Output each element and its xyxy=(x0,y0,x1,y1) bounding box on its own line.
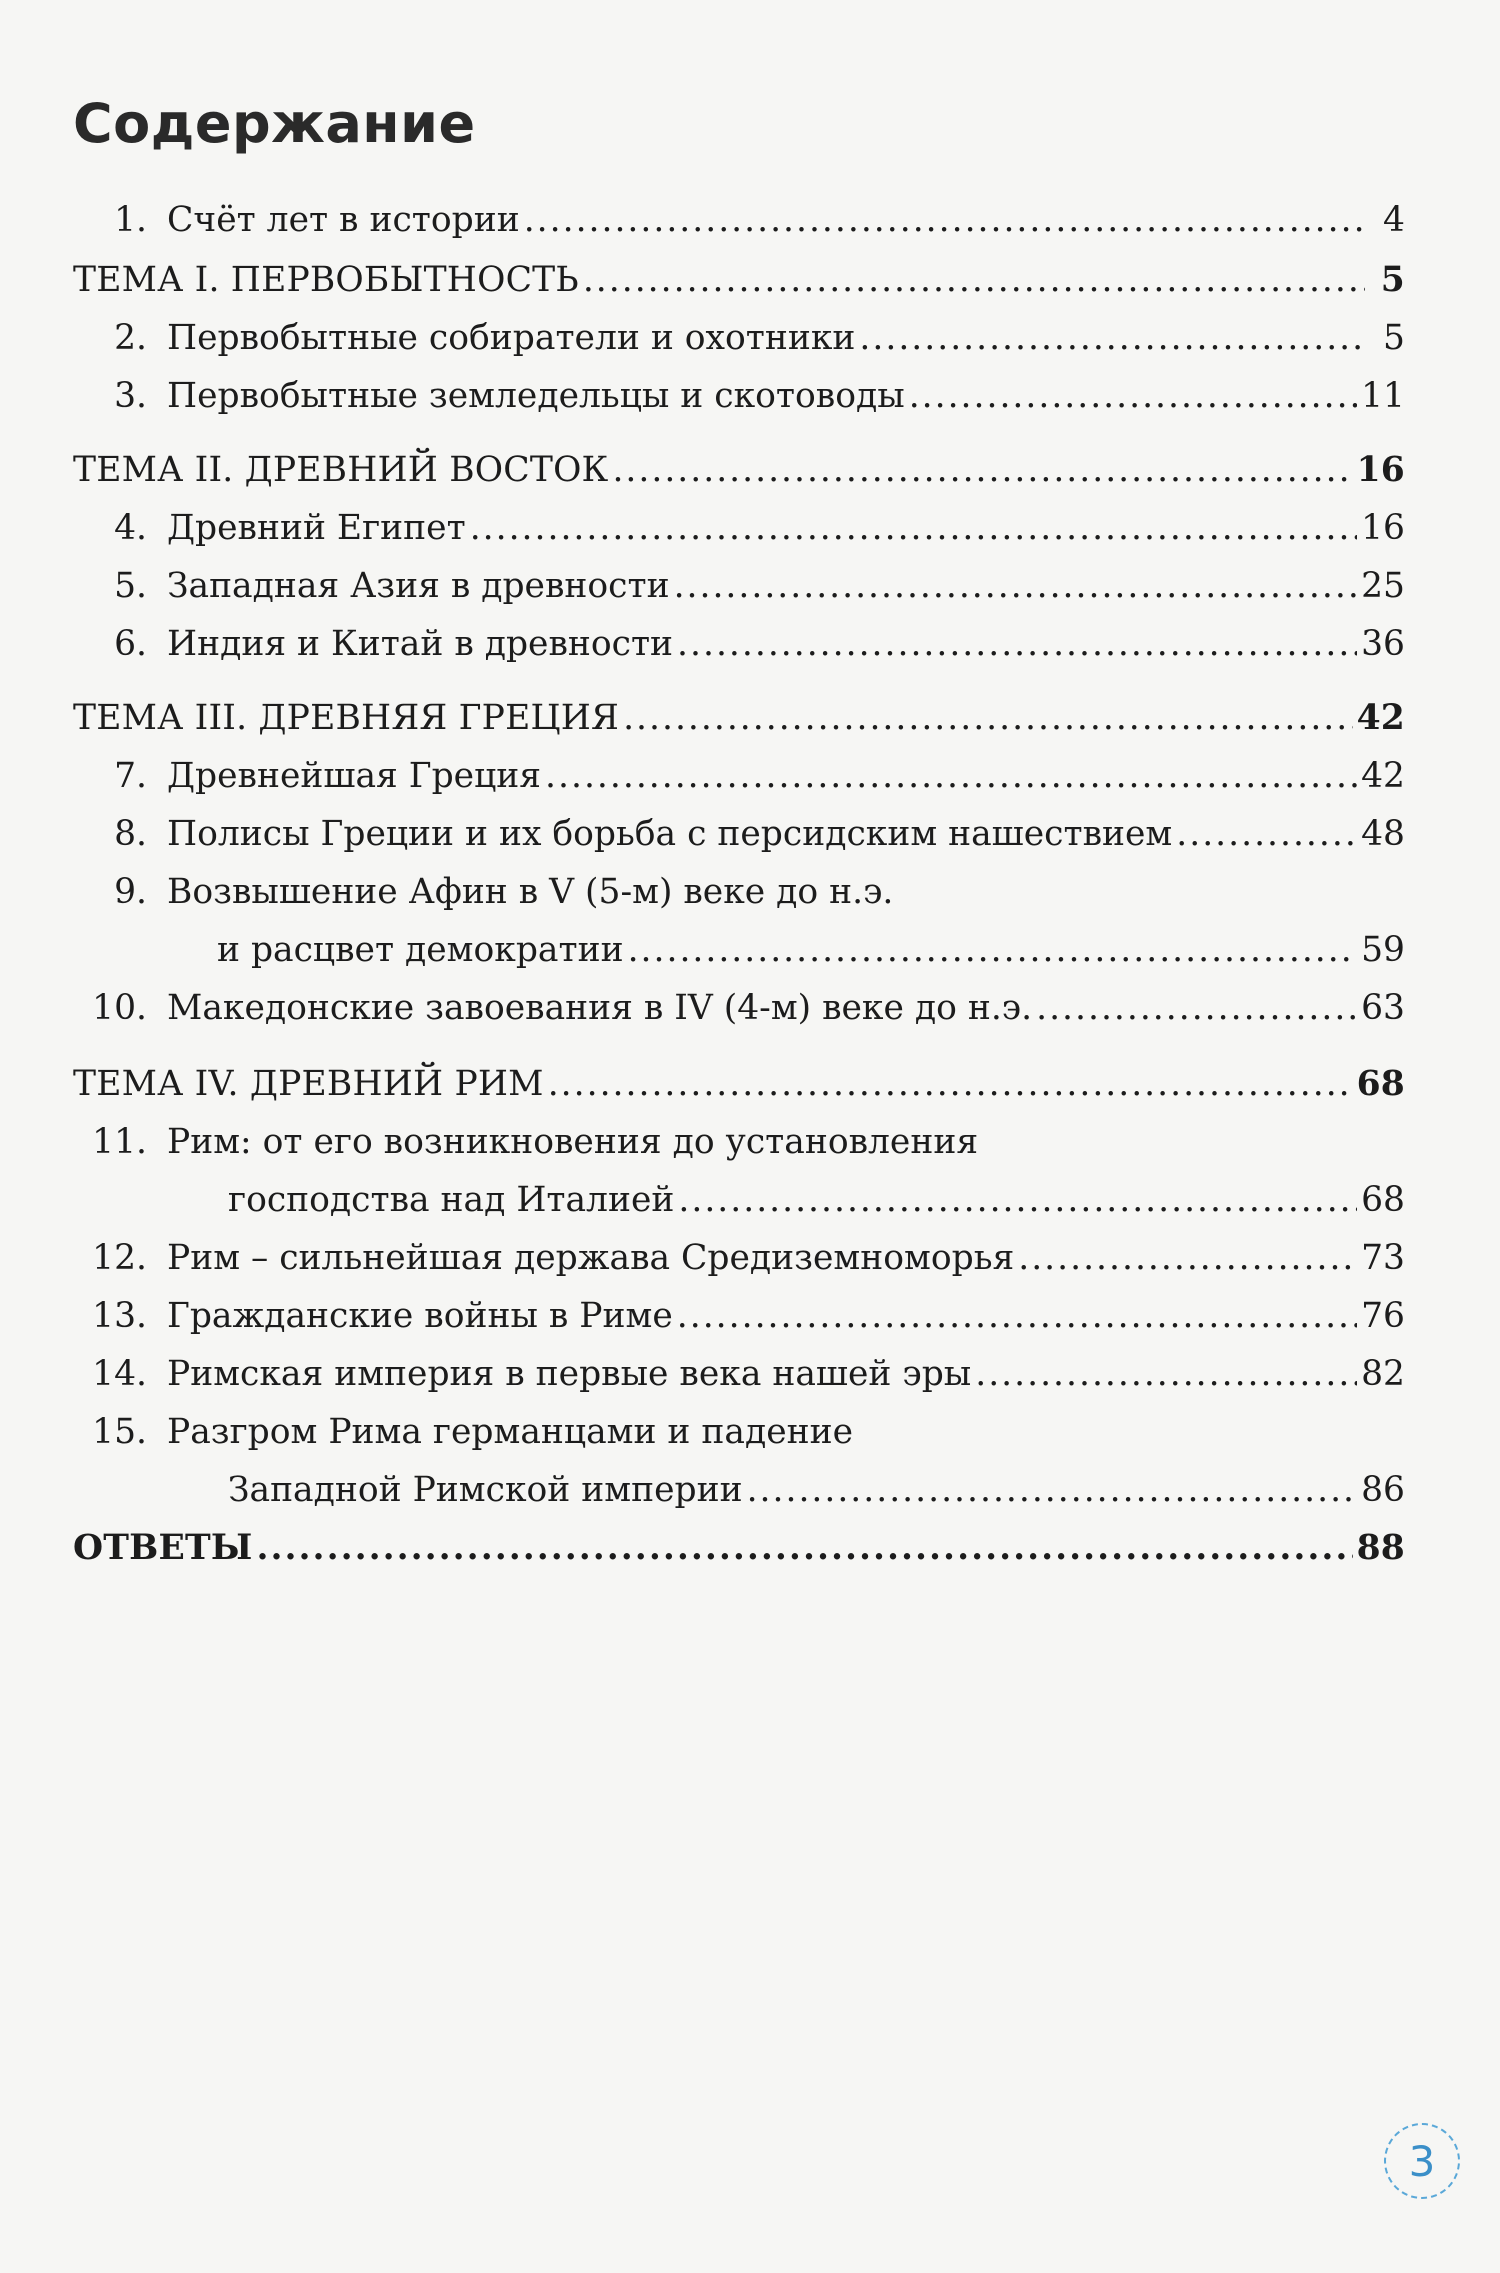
leader-dots xyxy=(548,1062,1353,1106)
leader-dots xyxy=(674,564,1358,608)
leader-dots xyxy=(909,374,1357,418)
toc-entry-number: 1. xyxy=(114,200,147,240)
toc-entry-title: Разгром Рима германцами и падение xyxy=(167,1412,854,1452)
toc-theme-page: 16 xyxy=(1356,450,1405,490)
toc-entry-title: Македонские завоевания в IV (4-м) веке до н.э. xyxy=(167,988,1033,1028)
leader-dots xyxy=(975,1352,1357,1396)
toc-entry-9[interactable] xyxy=(73,870,1405,914)
toc-entry-page: 59 xyxy=(1361,930,1405,970)
toc-entry-page: 86 xyxy=(1361,1470,1405,1510)
toc-entry-1[interactable] xyxy=(73,198,1405,242)
toc-entry-number: 15. xyxy=(92,1412,147,1452)
leader-dots xyxy=(1018,1236,1357,1280)
toc-entry-number: 10. xyxy=(92,988,147,1028)
toc-theme-title: ТЕМА II. ДРЕВНИЙ ВОСТОК xyxy=(73,450,609,490)
toc-entry-page: 36 xyxy=(1361,624,1405,664)
toc-entry-title: Римская империя в первые века нашей эры xyxy=(167,1354,972,1394)
toc-entry-title: Счёт лет в истории xyxy=(167,200,520,240)
toc-entry-12[interactable] xyxy=(73,1236,1405,1280)
leader-dots xyxy=(1176,812,1357,856)
toc-entry-number: 7. xyxy=(114,756,147,796)
toc-entry-title: Гражданские войны в Риме xyxy=(167,1296,673,1336)
leader-dots xyxy=(859,316,1365,360)
toc-theme-title: ТЕМА IV. ДРЕВНИЙ РИМ xyxy=(73,1064,544,1104)
toc-entry-number: 9. xyxy=(114,872,147,912)
toc-entry-title-continuation: и расцвет демократии xyxy=(217,930,624,970)
toc-entry-number: 11. xyxy=(92,1122,147,1162)
toc-theme-1[interactable] xyxy=(73,258,1405,302)
toc-entry-page: 11 xyxy=(1361,376,1405,416)
toc-entry-9-continuation[interactable] xyxy=(73,928,1405,972)
toc-entry-page: 82 xyxy=(1361,1354,1405,1394)
toc-entry-title: Древний Египет xyxy=(167,508,466,548)
toc-entry-title: Первобытные собиратели и охотники xyxy=(167,318,856,358)
toc-entry-page: 73 xyxy=(1361,1238,1405,1278)
leader-dots xyxy=(747,1468,1358,1512)
page-title: Содержание xyxy=(73,92,476,155)
toc-theme-2[interactable] xyxy=(73,448,1405,492)
toc-entry-page: 5 xyxy=(1383,318,1405,358)
leader-dots xyxy=(677,622,1357,666)
toc-entry-number: 14. xyxy=(92,1354,147,1394)
toc-entry-number: 12. xyxy=(92,1238,147,1278)
toc-entry-number: 5. xyxy=(114,566,147,606)
toc-entry-page: 76 xyxy=(1361,1296,1405,1336)
toc-entry-11-continuation[interactable] xyxy=(73,1178,1405,1222)
toc-entry-number: 13. xyxy=(92,1296,147,1336)
toc-entry-14[interactable] xyxy=(73,1352,1405,1396)
toc-entry-title: Индия и Китай в древности xyxy=(167,624,674,664)
toc-theme-page: 5 xyxy=(1380,260,1405,300)
toc-answers[interactable] xyxy=(73,1526,1405,1570)
leader-dots xyxy=(470,506,1357,550)
toc-entry-3[interactable] xyxy=(73,374,1405,418)
toc-entry-title: Полисы Греции и их борьба с персидским нашествием xyxy=(167,814,1173,854)
toc-entry-6[interactable] xyxy=(73,622,1405,666)
leader-dots xyxy=(583,258,1365,302)
leader-dots xyxy=(612,448,1352,492)
toc-entry-number: 3. xyxy=(114,376,147,416)
toc-entry-number: 4. xyxy=(114,508,147,548)
toc-entry-page: 42 xyxy=(1361,756,1405,796)
toc-theme-title: ТЕМА III. ДРЕВНЯЯ ГРЕЦИЯ xyxy=(73,698,620,738)
toc-entry-title: Древнейшая Греция xyxy=(167,756,542,796)
toc-entry-5[interactable] xyxy=(73,564,1405,608)
toc-entry-4[interactable] xyxy=(73,506,1405,550)
toc-entry-15-continuation[interactable] xyxy=(73,1468,1405,1512)
toc-theme-title: ТЕМА I. ПЕРВОБЫТНОСТЬ xyxy=(73,260,579,300)
toc-answers-title: ОТВЕТЫ xyxy=(73,1528,253,1568)
leader-dots xyxy=(628,928,1358,972)
toc-entry-page: 16 xyxy=(1361,508,1405,548)
page-number-badge: 3 xyxy=(1384,2123,1460,2199)
toc-entry-page: 48 xyxy=(1361,814,1405,854)
leader-dots xyxy=(545,754,1357,798)
toc-entry-2[interactable] xyxy=(73,316,1405,360)
toc-entry-number: 8. xyxy=(114,814,147,854)
leader-dots xyxy=(623,696,1352,740)
leader-dots xyxy=(677,1294,1357,1338)
toc-entry-number: 2. xyxy=(114,318,147,358)
toc-entry-page: 63 xyxy=(1361,988,1405,1028)
toc-entry-title: Рим – сильнейшая держава Средиземноморья xyxy=(167,1238,1015,1278)
leader-dots xyxy=(524,198,1365,242)
toc-entry-10[interactable] xyxy=(73,986,1405,1030)
toc-entry-title: Западная Азия в древности xyxy=(167,566,670,606)
toc-entry-8[interactable] xyxy=(73,812,1405,856)
toc-entry-number: 6. xyxy=(114,624,147,664)
toc-entry-page: 68 xyxy=(1361,1180,1405,1220)
toc-entry-13[interactable] xyxy=(73,1294,1405,1338)
toc-entry-11[interactable] xyxy=(73,1120,1405,1164)
toc-entry-title: Первобытные земледельцы и скотоводы xyxy=(167,376,905,416)
toc-entry-title-continuation: Западной Римской империи xyxy=(228,1470,743,1510)
toc-entry-title: Рим: от его возникновения до установления xyxy=(167,1122,979,1162)
toc-theme-page: 68 xyxy=(1356,1064,1405,1104)
toc-answers-page: 88 xyxy=(1356,1528,1405,1568)
toc-theme-3[interactable] xyxy=(73,696,1405,740)
leader-dots xyxy=(678,1178,1357,1222)
toc-theme-4[interactable] xyxy=(73,1062,1405,1106)
toc-entry-title-continuation: господства над Италией xyxy=(228,1180,675,1220)
leader-dots xyxy=(257,1526,1353,1570)
toc-theme-page: 42 xyxy=(1356,698,1405,738)
toc-entry-page: 4 xyxy=(1383,200,1405,240)
toc-entry-15[interactable] xyxy=(73,1410,1405,1454)
toc-entry-title: Возвышение Афин в V (5-м) веке до н.э. xyxy=(167,872,894,912)
toc-entry-7[interactable] xyxy=(73,754,1405,798)
leader-dots xyxy=(1036,986,1357,1030)
toc-entry-page: 25 xyxy=(1361,566,1405,606)
